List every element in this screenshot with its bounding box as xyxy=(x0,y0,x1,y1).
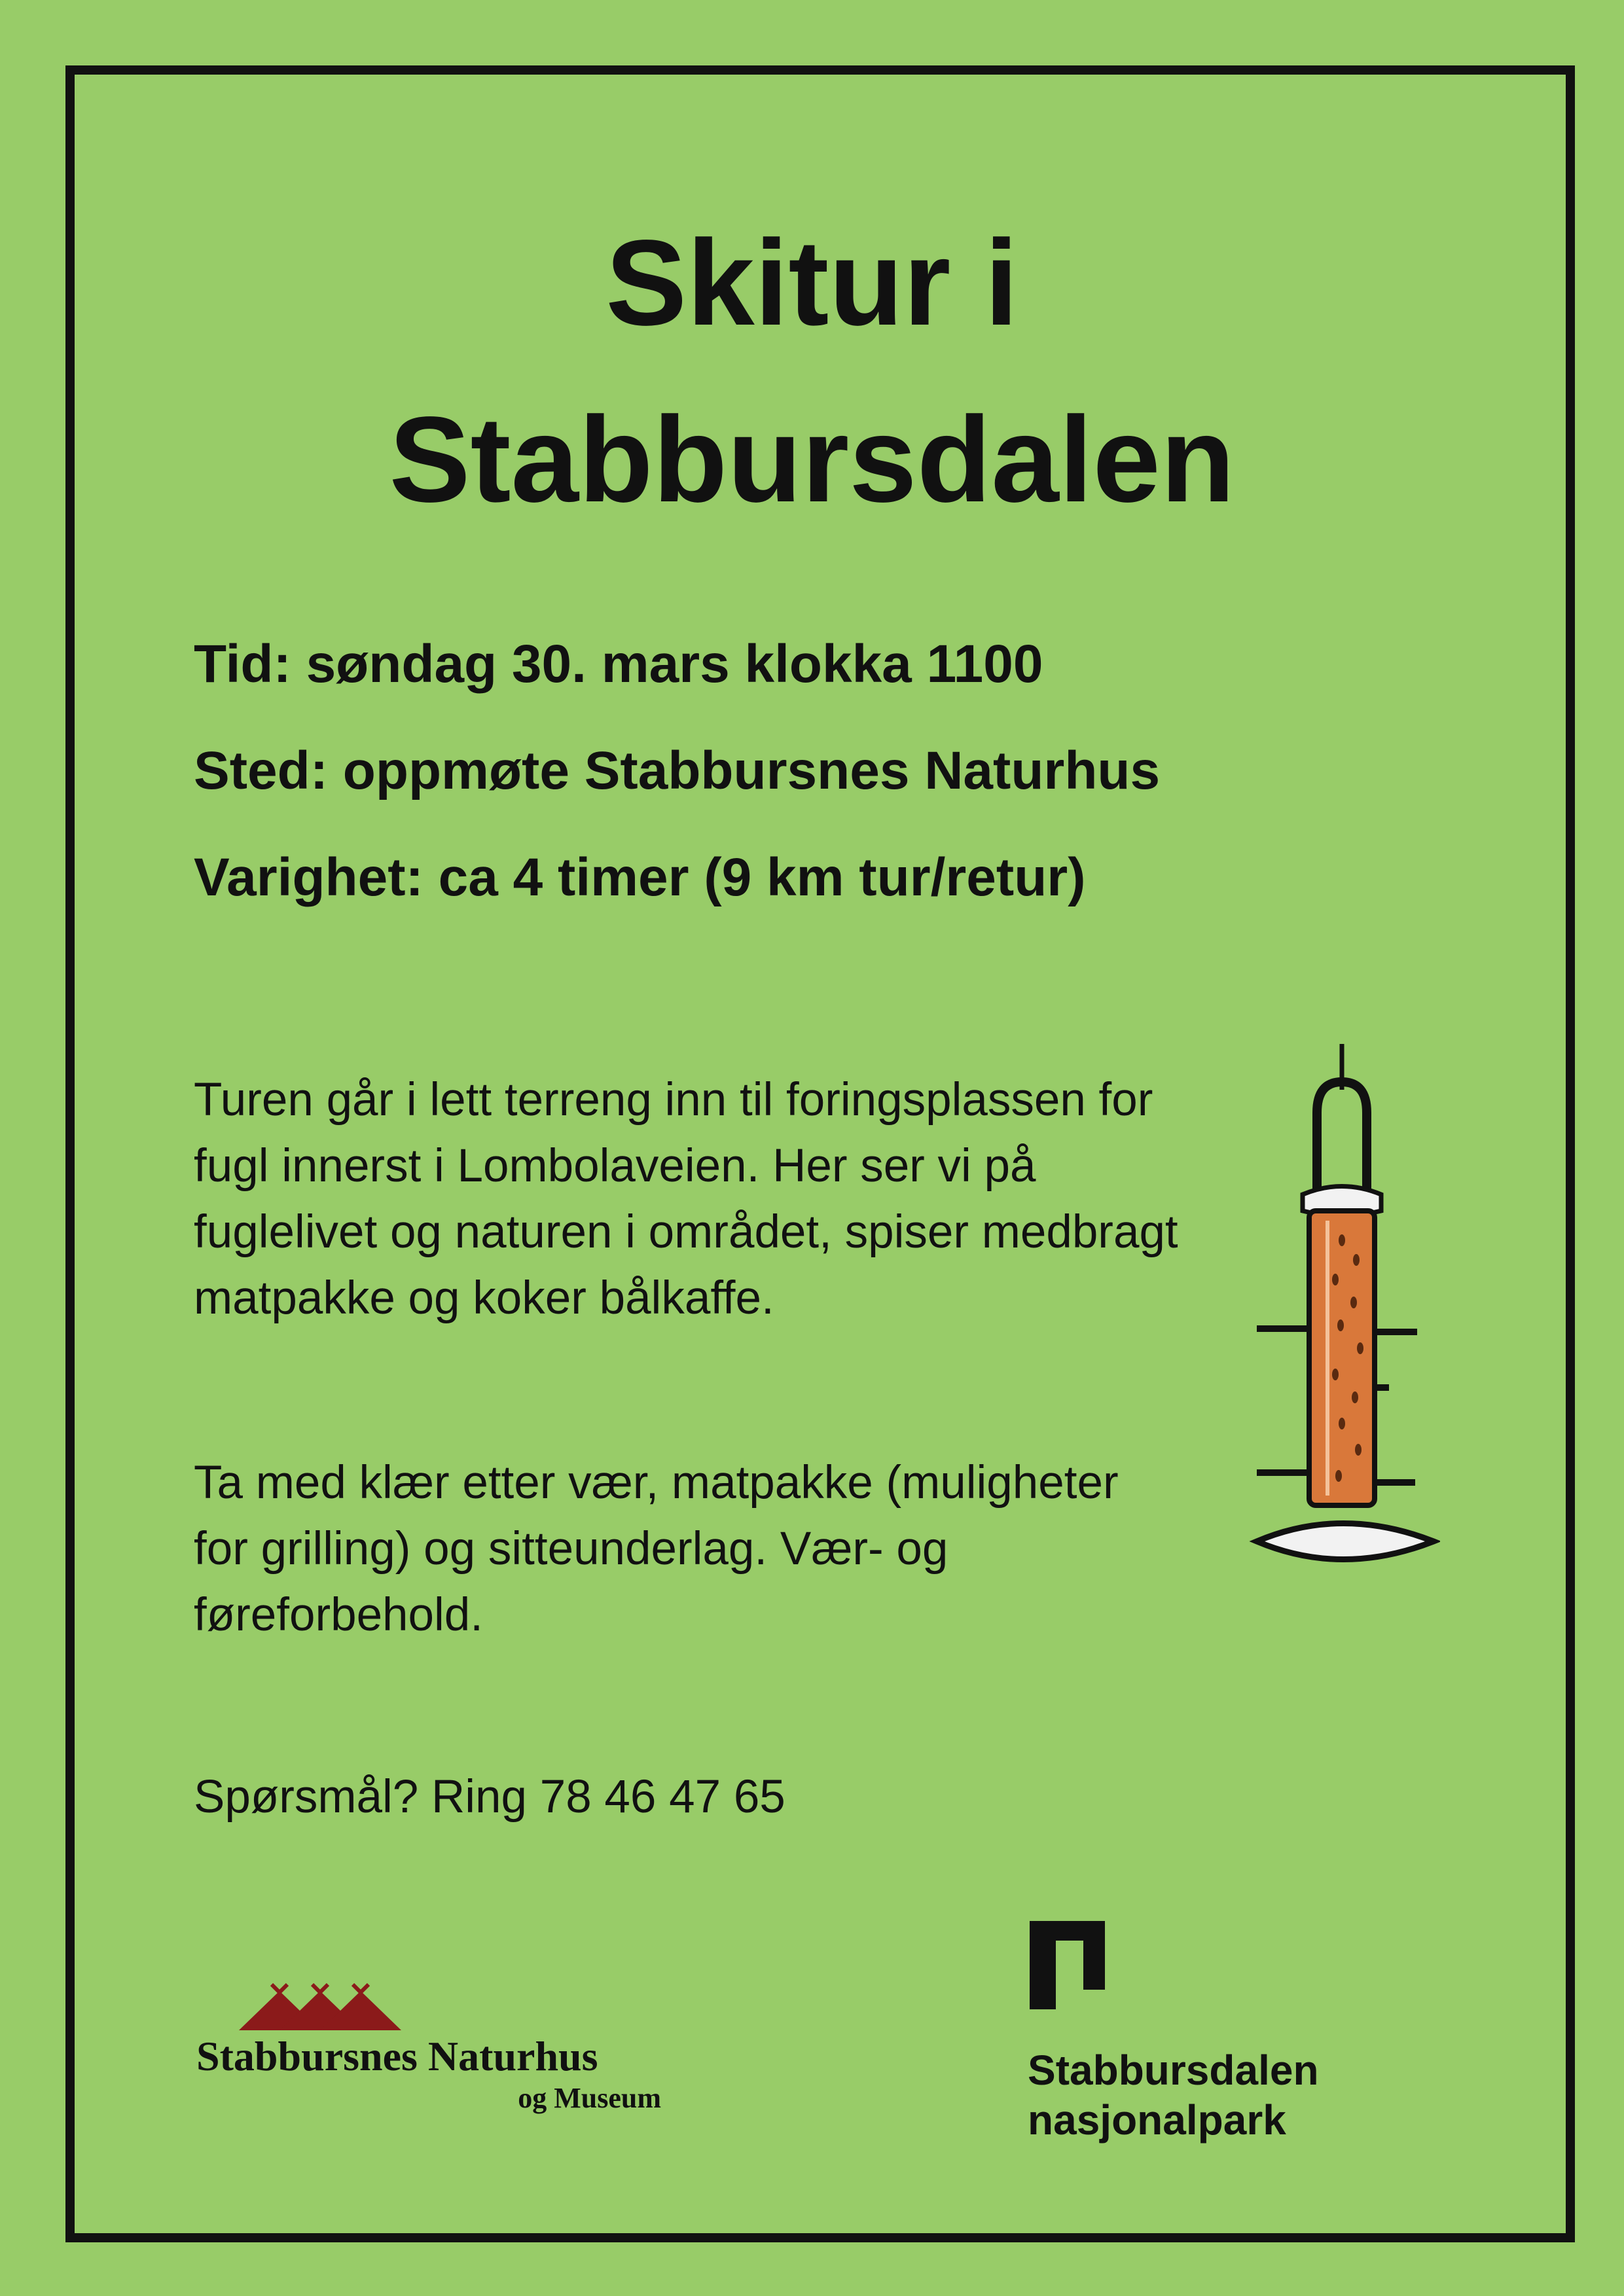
park-name-line-2: nasjonalpark xyxy=(1028,2096,1286,2144)
roof-logo-icon xyxy=(239,1983,403,2032)
event-facts xyxy=(194,632,1160,952)
description-line: fugl innerst i Lombolaveien. Her ser vi på xyxy=(194,1140,1036,1192)
naturhus-logo xyxy=(196,1983,668,2121)
title-line-1: Skitur i xyxy=(605,215,1019,351)
nasjonalpark-logo xyxy=(1028,1921,1368,2157)
park-name-line-1: Stabbursdalen xyxy=(1028,2047,1319,2094)
feeder-tube xyxy=(1309,1211,1375,1505)
naturhus-name: Stabbursnes Naturhus xyxy=(196,2033,598,2079)
fact-duration: Varighet: ca 4 timer (9 km tur/retur) xyxy=(194,848,1086,907)
description-line: Turen går i lett terreng inn til foringsplassen for xyxy=(194,1074,1153,1126)
equipment-line: for grilling) og sitteunderlag. Vær- og xyxy=(194,1523,948,1575)
bird-feeder-icon xyxy=(1244,1044,1440,1581)
fact-place: Sted: oppmøte Stabbursnes Naturhus xyxy=(194,741,1161,800)
equipment-line: føreforbehold. xyxy=(194,1589,484,1641)
title-line-2: Stabbursdalen xyxy=(389,392,1235,528)
national-park-mark-icon xyxy=(1030,1921,1108,2009)
naturhus-subtitle: og Museum xyxy=(518,2082,661,2114)
equipment-line: Ta med klær etter vær, matpakke (muligheter xyxy=(194,1457,1119,1509)
description-line: matpakke og koker bålkaffe. xyxy=(194,1272,774,1324)
equipment-paragraph xyxy=(194,1450,1119,1648)
contact-line: Spørsmål? Ring 78 46 47 65 xyxy=(194,1771,785,1823)
description-line: fuglelivet og naturen i området, spiser medbragt xyxy=(194,1206,1178,1258)
fact-time: Tid: søndag 30. mars klokka 1100 xyxy=(194,634,1043,694)
description-paragraph xyxy=(194,1067,1178,1331)
poster-title xyxy=(0,195,1624,548)
